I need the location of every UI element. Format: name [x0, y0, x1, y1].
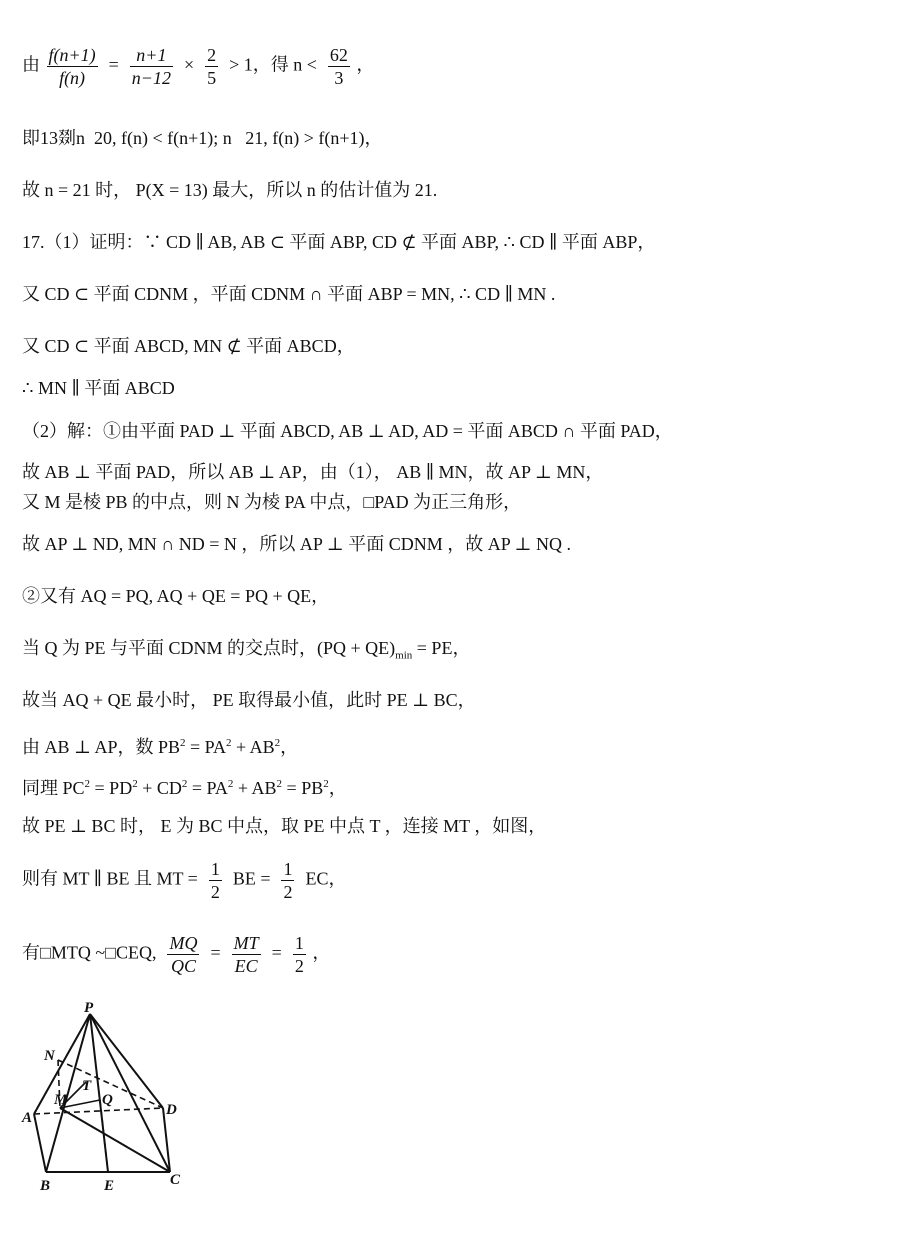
text: ， — [356, 54, 375, 75]
line-mn-parallel: ∴ MN ∥ 平面 ABCD — [22, 378, 175, 398]
fraction-n: $\frac{n+1}{n-12}$ — [131, 45, 171, 88]
fraction-half-2: $\frac{1}{2}$ — [283, 859, 293, 902]
label-c: C — [170, 1172, 181, 1188]
edge-ad — [34, 1108, 163, 1114]
label-a: A — [22, 1110, 33, 1126]
text: > 1，得 n < — [224, 54, 322, 75]
fraction-2-5: $\frac{2}{5}$ — [207, 45, 217, 88]
line-ap-nq: 故 AP ⊥ ND, MN ∩ ND = N ，所以 AP ⊥ 平面 CDNM ，故 AP ⊥ NQ . — [22, 534, 571, 554]
label-q: Q — [102, 1092, 113, 1108]
fraction-half: $\frac{1}{2}$ — [210, 859, 220, 902]
label-m: M — [54, 1092, 68, 1108]
label-e: E — [104, 1178, 115, 1194]
line-min: 当 Q 为 PE 与平面 CDNM 的交点时，$(PQ + QE)_{min}$ = PE， — [22, 638, 471, 662]
fraction-fn: $\frac{f(n+1)}{f(n)}$ — [48, 45, 96, 88]
line-pc-squared: 同理 $PC^2 = PD^2 + CD^2 = PA^2 + AB^2 = PB^2$， — [22, 778, 347, 798]
line-ratio — [22, 44, 374, 89]
fraction-62-3: $\frac{62}{3}$ — [329, 45, 348, 88]
line-aq-pq: ②又有 AQ = PQ, AQ + QE = PQ + QE， — [22, 586, 330, 606]
label-n: N — [44, 1048, 55, 1064]
line-e-midpoint: 故 PE ⊥ BC 时， E 为 BC 中点，取 PE 中点 T ，连接 MT ，如图， — [22, 816, 547, 836]
text: = — [104, 54, 124, 75]
fraction-mt-ec: $\frac{MT}{EC}$ — [233, 933, 259, 976]
fraction-mq-qc: $\frac{MQ}{QC}$ — [169, 933, 198, 976]
line-17-proof: 17.（1）证明：∵ CD ∥ AB, AB ⊂ 平面 ABP, CD ⊄ 平面 ABP, ∴ CD ∥ 平面 ABP， — [22, 232, 656, 252]
line-pe-bc: 故当 AQ + QE 最小时， PE 取得最小值，此时 PE ⊥ BC， — [22, 690, 476, 710]
text: × — [179, 54, 199, 75]
label-t: T — [82, 1078, 92, 1094]
line-part2: （2）解：①由平面 PAD ⊥ 平面 ABCD, AB ⊥ AD, AD = 平面 ABCD ∩ 平面 PAD， — [22, 421, 673, 441]
label-d: D — [166, 1102, 177, 1118]
label-b: B — [40, 1178, 51, 1194]
label-p: P — [84, 1000, 94, 1016]
line-conclusion: 故 n = 21 时， P(X = 13) 最大，所以 n 的估计值为 21. — [22, 180, 438, 200]
text: 由 — [22, 54, 40, 75]
line-mt-be: 则有 MT ∥ BE 且 MT = $\frac{1}{2}$ BE = $\frac{1}{2}$ EC， — [22, 859, 347, 902]
edge-ab — [34, 1114, 46, 1172]
line-pb-squared: 由 AB ⊥ AP，数 $PB^2 = PA^2 + AB^2$， — [22, 737, 299, 757]
fraction-1-2: $\frac{1}{2}$ — [294, 933, 304, 976]
edge-pd — [90, 1014, 163, 1108]
line-range: 即13剟n 20, f(n) < f(n+1); n 21, f(n) > f(n+1)， — [22, 128, 383, 148]
line-m-midpoint: 又 M 是棱 PB 的中点，则 N 为棱 PA 中点，□PAD 为正三角形， — [22, 492, 522, 512]
line-similar: 有□MTQ ~□CEQ, $\frac{MQ}{QC}$ = $\frac{MT}{EC}$ = $\frac{1}{2}$ ， — [22, 933, 331, 976]
line-cd-mn: 又 CD ⊂ 平面 CDNM ，平面 CDNM ∩ 平面 ABP = MN, ∴ CD ∥ MN . — [22, 284, 556, 304]
pyramid-diagram — [20, 1000, 200, 1200]
line-cd-abcd: 又 CD ⊂ 平面 ABCD, MN ⊄ 平面 ABCD， — [22, 336, 355, 356]
line-ab-pad: 故 AB ⊥ 平面 PAD，所以 AB ⊥ AP，由（1）， AB ∥ MN，故 AP ⊥ MN， — [22, 462, 604, 482]
